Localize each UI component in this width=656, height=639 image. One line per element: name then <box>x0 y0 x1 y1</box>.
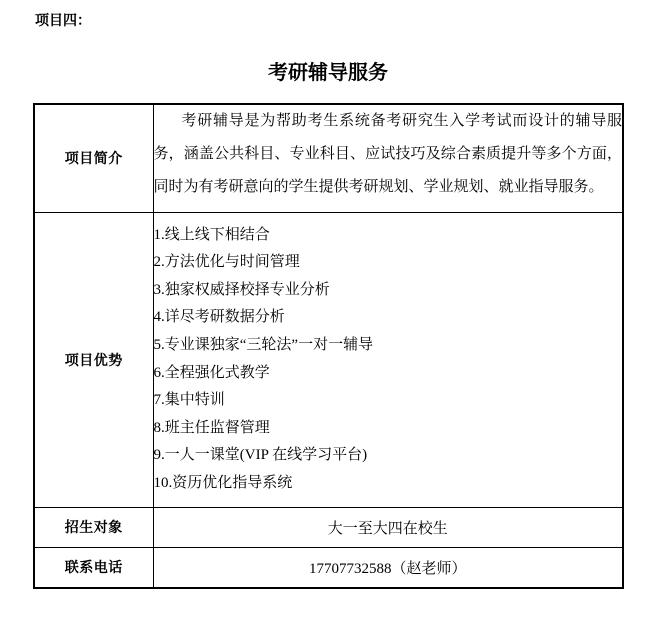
advantage-item: 6.全程强化式教学 <box>153 364 270 381</box>
advantage-item: 4.详尽考研数据分析 <box>153 309 285 326</box>
table-row-phone <box>34 547 623 588</box>
advantage-item: 1.线上线下相结合 <box>153 226 270 243</box>
advantage-item: 8.班主任监督管理 <box>153 419 270 436</box>
row-header-phone: 联系电话 <box>34 547 153 588</box>
advantages-list <box>153 212 623 507</box>
row-header-advantages: 项目优势 <box>34 212 153 507</box>
page-label: 项目四： <box>35 14 91 29</box>
target-value: 大一至大四在校生 <box>153 507 623 547</box>
table-row-target <box>34 507 623 547</box>
row-header-target: 招生对象 <box>34 507 153 547</box>
advantage-item: 5.专业课独家“三轮法”一对一辅导 <box>153 336 374 353</box>
advantage-item: 9.一人一课堂(VIP 在线学习平台) <box>153 447 368 464</box>
table-row-advantages <box>34 212 623 507</box>
advantage-item: 7.集中特训 <box>153 392 225 409</box>
page-title: 考研辅导服务 <box>268 62 388 84</box>
advantage-item: 3.独家权威择校择专业分析 <box>153 281 330 298</box>
info-table <box>33 103 624 589</box>
intro-paragraph: 考研辅导是为帮助考生系统备考研究生入学考试而设计的辅导服务，涵盖公共科目、专业科目、应试技巧及综合素质提升等多个方面，同时为有考研意向的学生提供考研规划、学业规划、就业指导服务。 <box>153 104 623 212</box>
phone-value: 17707732588（赵老师） <box>153 547 623 588</box>
advantage-item: 10.资历优化指导系统 <box>153 474 293 491</box>
table-row-intro <box>34 104 623 212</box>
row-header-intro: 项目简介 <box>34 104 153 212</box>
advantage-item: 2.方法优化与时间管理 <box>153 254 300 271</box>
